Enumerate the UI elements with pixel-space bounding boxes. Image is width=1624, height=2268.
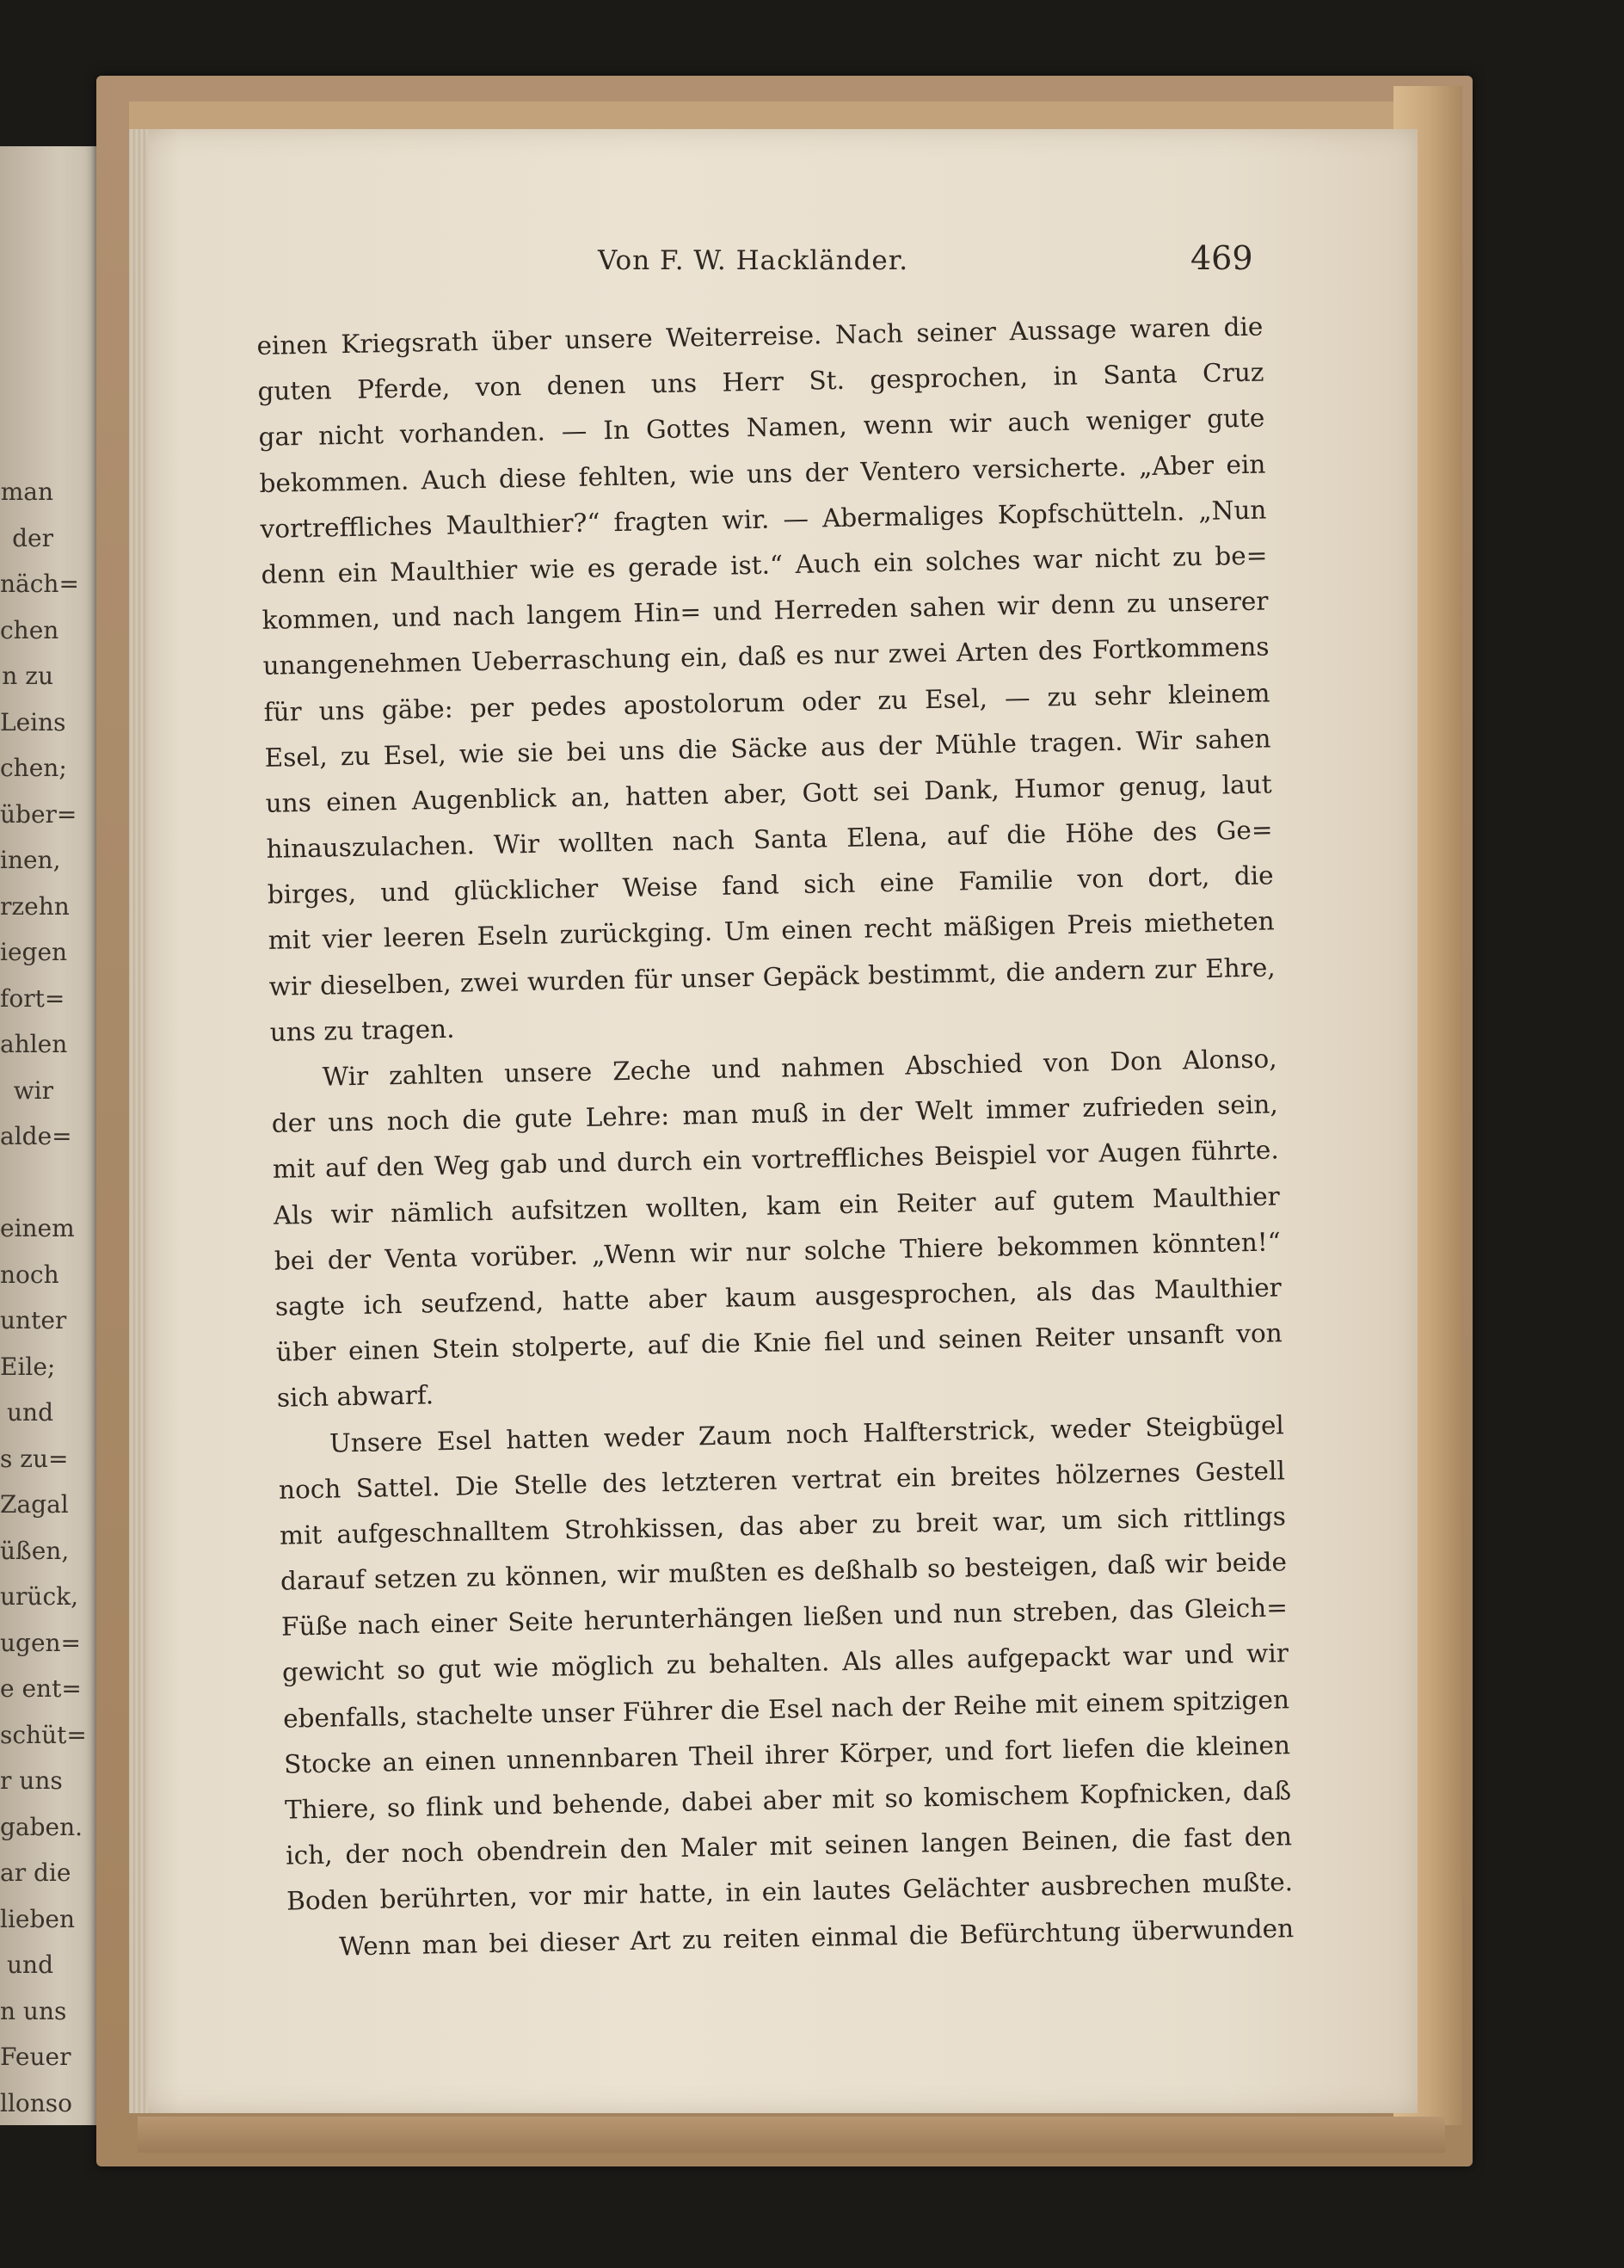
- left-page-fragment: rzehn: [0, 891, 70, 921]
- left-page-fragment: inen,: [0, 846, 61, 874]
- left-page-fragment: Eile;: [0, 1352, 56, 1381]
- left-page-fragment: über=: [0, 799, 77, 829]
- left-page-fragment: s zu=: [0, 1444, 69, 1473]
- text-line: bekommen. Auch diese fehlten, wie uns der Ventero versicherte. „Aber ein: [259, 449, 1266, 498]
- left-page-fragment: näch=: [0, 570, 79, 598]
- text-line: ebenfalls, stachelte unser Führer die Esel nach der Reihe mit einem spitzigen: [282, 1684, 1290, 1734]
- text-line: gar nicht vorhanden. — In Gottes Namen, wenn wir auch weniger gute: [258, 403, 1265, 453]
- text-line: ich, der noch obendrein den Maler mit seinen langen Beinen, die fast den: [285, 1821, 1293, 1870]
- left-page-fragment: wir: [13, 1075, 53, 1105]
- left-page-fragment: ar die: [0, 1858, 71, 1887]
- left-page-fragment: chen;: [0, 754, 67, 782]
- left-page-fragment: fort=: [0, 983, 65, 1013]
- board-bottom-edge: [138, 2117, 1445, 2153]
- text-line: der uns noch die gute Lehre: man muß in der Welt immer zufrieden sein,: [271, 1089, 1278, 1139]
- text-line: Als wir nämlich aufsitzen wollten, kam ein Reiter auf gutem Maulthier: [273, 1180, 1281, 1230]
- left-page-fragment: schüt=: [0, 1720, 87, 1749]
- text-line: sich abwarf.: [276, 1380, 434, 1414]
- left-page-fragment: noch: [0, 1260, 59, 1289]
- left-page-fragment: der: [12, 523, 53, 552]
- page-stack-edge: [129, 129, 148, 2113]
- left-page-fragment: lieben: [0, 1904, 76, 1933]
- left-page-fragment: unter: [0, 1306, 67, 1334]
- text-line: Unsere Esel hatten weder Zaum noch Halfterstrick, weder Steigbügel: [329, 1409, 1285, 1458]
- text-line: für uns gäbe: per pedes apostolorum oder zu Esel, — zu sehr kleinem: [263, 677, 1270, 727]
- text-line: Wir zahlten unsere Zeche und nahmen Abschied von Don Alonso,: [322, 1044, 1277, 1092]
- left-page-fragment: man: [0, 478, 53, 506]
- text-line: guten Pferde, von denen uns Herr St. gesprochen, in Santa Cruz: [257, 357, 1264, 407]
- text-line: mit auf den Weg gab und durch ein vortreffliches Beispiel vor Augen führte.: [272, 1135, 1279, 1185]
- board-top-edge: [129, 102, 1445, 133]
- text-line: Thiere, so flink und behende, dabei aber mit so komischem Kopfnicken, daß: [284, 1776, 1292, 1825]
- left-page-fragment: ugen=: [0, 1628, 82, 1657]
- left-page-fragment: n zu: [2, 662, 53, 690]
- text-line: vortreffliches Maulthier?“ fragten wir. — Abermaliges Kopfschütteln. „Nun: [260, 495, 1267, 544]
- text-line: uns zu tragen.: [269, 1014, 455, 1047]
- running-title: Von F. W. Hackländer.: [598, 245, 909, 276]
- left-page-fragment: e ent=: [0, 1674, 82, 1703]
- left-page-fragment: gaben.: [0, 1812, 83, 1841]
- text-line: Füße nach einer Seite herunterhängen ließen und nun streben, das Gleich=: [280, 1593, 1289, 1642]
- left-page-fragment: alde=: [0, 1122, 72, 1150]
- left-page-fragment: Feuer: [0, 2043, 71, 2071]
- text-line: kommen, und nach langem Hin= und Herreden sahen wir denn zu unserer: [261, 586, 1269, 636]
- left-page-fragment: r uns: [0, 1766, 63, 1795]
- text-line: gewicht so gut wie möglich zu behalten. Als alles aufgepackt war und wir: [281, 1638, 1289, 1688]
- text-line: Stocke an einen unnennbaren Theil ihrer Körper, und fort liefen die kleinen: [283, 1730, 1291, 1779]
- left-page-fragment: n uns: [0, 1996, 67, 2025]
- text-line: birges, und glücklicher Weise fand sich eine Familie von dort, die: [267, 860, 1274, 910]
- text-line: Boden berührten, vor mir hatte, in ein lautes Gelächter ausbrechen mußte.: [286, 1867, 1294, 1917]
- text-line: darauf setzen zu können, wir mußten es deßhalb so besteigen, daß wir beide: [280, 1547, 1288, 1596]
- left-page-text-fragments: [0, 478, 87, 2125]
- text-line: uns einen Augenblick an, hatten aber, Gott sei Dank, Humor genug, laut: [265, 769, 1272, 818]
- page-number: 469: [1190, 239, 1253, 277]
- text-line: über einen Stein stolperte, auf die Knie fiel und seinen Reiter unsanft von: [275, 1318, 1283, 1367]
- text-line: noch Sattel. Die Stelle des letzteren vertrat ein breites hölzernes Gestell: [278, 1455, 1286, 1505]
- text-line: mit aufgeschnalltem Strohkissen, das aber zu breit war, um sich rittlings: [279, 1501, 1287, 1550]
- left-page-fragment: iegen: [0, 938, 68, 966]
- left-page-fragment: einem: [0, 1214, 75, 1242]
- left-page-fragment: und: [7, 1398, 53, 1427]
- left-page-fragment: llonso: [0, 2088, 73, 2117]
- text-line: bei der Venta vorüber. „Wenn wir nur solche Thiere bekommen könnten!“: [274, 1227, 1282, 1276]
- text-line: einen Kriegsrath über unsere Weiterreise. Nach seiner Aussage waren die: [256, 311, 1264, 361]
- left-page-fragment: Zagal: [0, 1490, 69, 1519]
- text-line: unangenehmen Ueberraschung ein, daß es nur zwei Arten des Fortkommens: [262, 632, 1270, 681]
- text-line: sagte ich seufzend, hatte aber kaum ausgesprochen, als das Maulthier: [274, 1273, 1283, 1322]
- left-page-fragment: [0, 1168, 53, 1215]
- body-text: [256, 305, 1295, 1971]
- left-page-fragment: ahlen: [0, 1030, 68, 1058]
- left-page-fragment: üßen,: [0, 1536, 70, 1565]
- left-page-fragment: chen: [0, 615, 59, 644]
- left-page-fragment: und: [7, 1951, 53, 1979]
- text-line: mit vier leeren Eseln zurückging. Um einen recht mäßigen Preis mietheten: [268, 906, 1275, 956]
- text-line: wir dieselben, zwei wurden für unser Gepäck bestimmt, die andern zur Ehre,: [268, 952, 1276, 1001]
- left-facing-page: [0, 146, 108, 2125]
- left-page-fragment: urück,: [0, 1582, 78, 1611]
- text-line: Esel, zu Esel, wie sie bei uns die Säcke aus der Mühle tragen. Wir sahen: [264, 724, 1271, 773]
- text-line: Wenn man bei dieser Art zu reiten einmal die Befürchtung überwunden: [338, 1913, 1295, 1962]
- text-line: hinauszulachen. Wir wollten nach Santa Elena, auf die Höhe des Ge=: [266, 815, 1273, 864]
- left-page-fragment: Leins: [0, 707, 66, 736]
- text-line: denn ein Maulthier wie es gerade ist.“ Auch ein solches war nicht zu be=: [261, 540, 1268, 589]
